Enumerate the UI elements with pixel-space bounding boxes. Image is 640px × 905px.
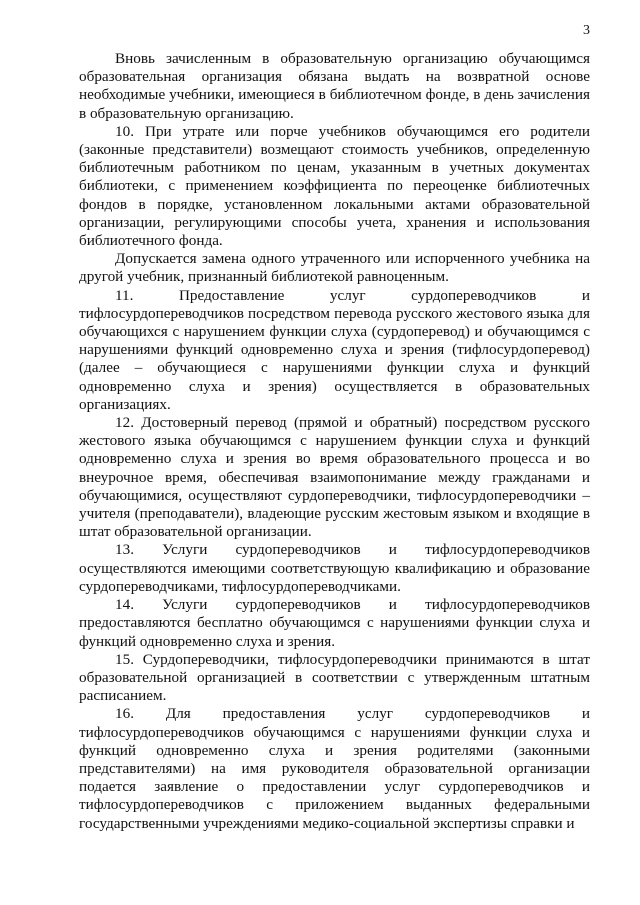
paragraph-textbook-replacement: Допускается замена одного утраченного или испорченного учебника на другой учебник, признанный библиотекой равноценным.	[79, 250, 590, 286]
paragraph-14-free-services: 14. Услуги сурдопереводчиков и тифлосурдопереводчиков предоставляются бесплатно обучающимся с нарушениями функции слуха и функций одновременно слуха и зрения.	[79, 596, 590, 650]
paragraph-15-staffing: 15. Сурдопереводчики, тифлосурдопереводчики принимаются в штат образовательной организацией в соответствии с утвержденным штатным расписанием.	[79, 650, 590, 705]
paragraph-16-application: 16. Для предоставления услуг сурдопереводчиков и тифлосурдопереводчиков обучающимся с нарушениями функции слуха и функций одновременно слуха и зрения родителями (законными представителями) на имя руководителя образовательной организации подается заявление о предоставлении услуг сурдопереводчиков и тифлосурдопереводчиков с приложением выданных федеральными государственными учреждениями медико-социальной экспертизы справки и	[79, 705, 590, 832]
paragraph-10-textbook-loss: 10. При утрате или порче учебников обучающимся его родители (законные представители) возмещают стоимость учебников, определенную библиотечным работником по ценам, указанным в учетных документах библиотеки, с применением коэффициента по переоценке библиотечных фондов в порядке, установленном локальными актами образовательной организации, регулирующими способы учета, хранения и использования библиотечного фонда.	[79, 122, 590, 250]
paragraph-12-sign-language-translation: 12. Достоверный перевод (прямой и обратный) посредством русского жестового языка обучающимся с нарушением функции слуха и функций одновременно слуха и зрения во время образовательного процесса и во внеурочное время, обеспечивая взаимопонимание между гражданами и обучающимися, осуществляют сурдопереводчики, тифлосурдопереводчики – учителя (преподаватели), владеющие русским жестовым языком и входящие в штат образовательной организации.	[79, 414, 590, 541]
page-number: 3	[583, 23, 590, 38]
paragraph-issue-textbooks: Вновь зачисленным в образовательную организацию обучающимся образовательная организация обязана выдать на возвратной основе необходимые учебники, имеющиеся в библиотечном фонде, в день зачисления в образовательную организацию.	[79, 50, 590, 122]
paragraph-13-qualified-interpreters: 13. Услуги сурдопереводчиков и тифлосурдопереводчиков осуществляются имеющими соответствующую квалификацию и образование сурдопереводчиками, тифлосурдопереводчиками.	[79, 541, 590, 595]
document-body	[79, 50, 590, 833]
paragraph-11-interpreter-services: 11. Предоставление услуг сурдопереводчиков и тифлосурдопереводчиков посредством перевода русского жестового языка для обучающихся с нарушением функции слуха (сурдоперевод) и обучающимся с нарушениями функций одновременно слуха и зрения (тифлосурдоперевод) (далее – обучающиеся с нарушениями функции слуха и функций одновременно слуха и зрения) осуществляется в образовательных организациях.	[79, 286, 590, 413]
